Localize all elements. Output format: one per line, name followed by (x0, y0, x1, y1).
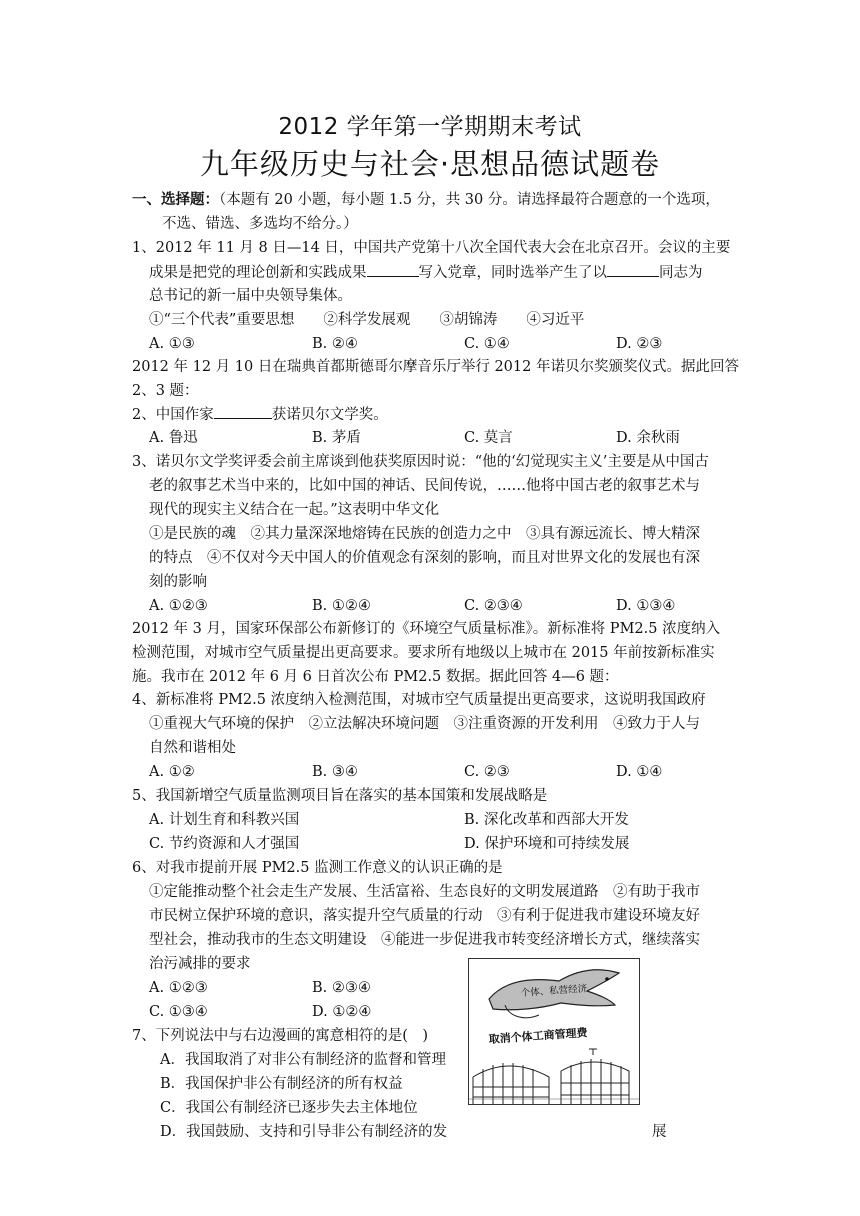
q1-blank1 (367, 262, 419, 277)
q3-line2: 老的叙事艺术当中来的，比如中国的神话、民间传说，……他将中国古老的叙事艺术与 (149, 478, 700, 494)
q2-choice-c: C. 莫言 (464, 430, 513, 446)
q2-blank (214, 404, 272, 419)
intro-46-line1: 2012 年 3 月，国家环保部公布新修订的《环境空气质量标准》。新标准将 PM2.5 浓度纳入 (132, 621, 721, 637)
q3-line3: 现代的现实主义结合在一起。”这表明中华文化 (149, 502, 440, 518)
q7-choice-d-tail: 展 (652, 1124, 667, 1140)
q1-line2-a: 成果是把党的理论创新和实践成果 (149, 265, 367, 281)
q2-choice-d: D. 余秋雨 (616, 430, 680, 446)
intro-46-line2: 检测范围，对城市空气质量提出更高要求。要求所有地级以上城市在 2015 年前按新标准实 (132, 645, 715, 661)
q3-choice-a: A. ①②③ (149, 598, 208, 614)
q1-blank2 (607, 262, 659, 277)
cartoon-banner-text: 取消个体工商管理费 (488, 1026, 588, 1046)
q6-line2: ①定能推动整个社会走生产发展、生活富裕、生态良好的文明发展道路 ②有助于我市 (149, 884, 700, 900)
exam-subtitle: 九年级历史与社会·思想品德试题卷 (199, 147, 661, 181)
q2-choice-b: B. 茅盾 (312, 430, 361, 446)
intro-23-line2: 2、3 题： (132, 383, 199, 399)
q3-line6: 刻的影响 (149, 574, 207, 590)
q7-choice-c: C．我国公有制经济已逐步失去主体地位 (160, 1100, 418, 1116)
section-note-cont: 不选、错选、多选均不给分。） (162, 216, 358, 232)
q1-choice-c: C. ①④ (464, 336, 510, 352)
cartoon-illustration (468, 958, 640, 1105)
q5-choice-c: C. 节约资源和人才强国 (149, 836, 300, 852)
section-label: 一、选择题： (132, 191, 219, 208)
q6-line1: 6、对我市提前开展 PM2.5 监测工作意义的认识正确的是 (132, 860, 503, 876)
q3-line5: 的特点 ④不仅对今天中国人的价值观念有深刻的影响，而且对世界文化的发展也有深 (149, 550, 700, 566)
q5-line1: 5、我国新增空气质量监测项目旨在落实的基本国策和发展战略是 (132, 788, 548, 804)
q5-choice-a: A. 计划生育和科教兴国 (149, 812, 300, 828)
section-heading (132, 190, 720, 210)
cartoon-bird-text: 个体、私营经济 (520, 983, 588, 999)
q3-choice-c: C. ②③④ (464, 598, 523, 614)
q1-line1: 1、2012 年 11 月 8 日—14 日，中国共产党第十八次全国代表大会在北京召开。会议的主要 (132, 240, 731, 256)
q1-line2-c: 同志为 (659, 265, 703, 281)
q4-line1: 4、新标准将 PM2.5 浓度纳入检测范围，对城市空气质量提出更高要求，这说明我国政府 (132, 692, 706, 708)
cartoon-drawing (469, 959, 639, 1104)
q1-choice-b: B. ②④ (312, 336, 358, 352)
q7-line1: 7、下列说法中与右边漫画的寓意相符的是( ) (132, 1028, 429, 1044)
q4-choice-a: A. ①② (149, 764, 195, 780)
q6-choice-a: A. ①②③ (149, 980, 208, 996)
q4-choice-b: B. ③④ (312, 764, 358, 780)
q6-line5: 治污减排的要求 (149, 956, 251, 972)
q3-line4: ①是民族的魂 ②其力量深深地熔铸在民族的创造力之中 ③具有源远流长、博大精深 (149, 526, 700, 542)
section-note: （本题有 20 小题，每小题 1.5 分，共 30 分。请选择最符合题意的一个选项， (219, 192, 720, 208)
q7-choice-a: A．我国取消了对非公有制经济的监督和管理 (160, 1052, 446, 1068)
q1-choice-d: D. ②③ (616, 336, 663, 352)
q4-choice-c: C. ②③ (464, 764, 510, 780)
q2-line1-a: 2、中国作家 (132, 407, 214, 423)
q6-choice-b: B. ②③④ (312, 980, 371, 996)
q1-options: ①“三个代表”重要思想 ②科学发展观 ③胡锦涛 ④习近平 (149, 312, 585, 328)
q1-line2 (149, 262, 703, 283)
q5-choice-b: B. 深化改革和西部大开发 (464, 812, 629, 828)
q1-line2-b: 写入党章，同时选举产生了以 (418, 265, 607, 281)
q6-choice-d: D. ①②④ (312, 1004, 372, 1020)
q6-choice-c: C. ①③④ (149, 1004, 208, 1020)
q3-line1: 3、诺贝尔文学奖评委会前主席谈到他获奖原因时说：“他的‘幻觉现实主义’主要是从中国古 (132, 454, 709, 470)
q1-choice-a: A. ①③ (149, 336, 195, 352)
intro-23-line1: 2012 年 12 月 10 日在瑞典首都斯德哥尔摩音乐厅举行 2012 年诺贝尔奖颁奖仪式。据此回答 (132, 359, 739, 375)
q7-choice-b: B．我国保护非公有制经济的所有权益 (160, 1076, 403, 1092)
intro-46-line3: 施。我市在 2012 年 6 月 6 日首次公布 PM2.5 数据。据此回答 4—6 题： (132, 669, 619, 685)
q4-choice-d: D. ①④ (616, 764, 663, 780)
q1-line3: 总书记的新一届中央领导集体。 (149, 288, 352, 304)
q2-line1-b: 获诺贝尔文学奖。 (271, 407, 388, 423)
exam-title: 2012 学年第一学期期末考试 (278, 114, 582, 140)
q4-line2: ①重视大气环境的保护 ②立法解决环境问题 ③注重资源的开发利用 ④致力于人与 (149, 716, 700, 732)
q7-choice-d: D．我国鼓励、支持和引导非公有制经济的发 (160, 1124, 448, 1140)
q4-line3: 自然和谐相处 (149, 740, 236, 756)
q6-line4: 型社会，推动我市的生态文明建设 ④能进一步促进我市转变经济增长方式，继续落实 (149, 932, 700, 948)
q2-line1 (132, 404, 388, 425)
q6-line3: 市民树立保护环境的意识，落实提升空气质量的行动 ③有利于促进我市建设环境友好 (149, 908, 700, 924)
q3-choice-b: B. ①②④ (312, 598, 371, 614)
q2-choice-a: A. 鲁迅 (149, 430, 198, 446)
q3-choice-d: D. ①③④ (616, 598, 676, 614)
q5-choice-d: D. 保护环境和可持续发展 (464, 836, 630, 852)
